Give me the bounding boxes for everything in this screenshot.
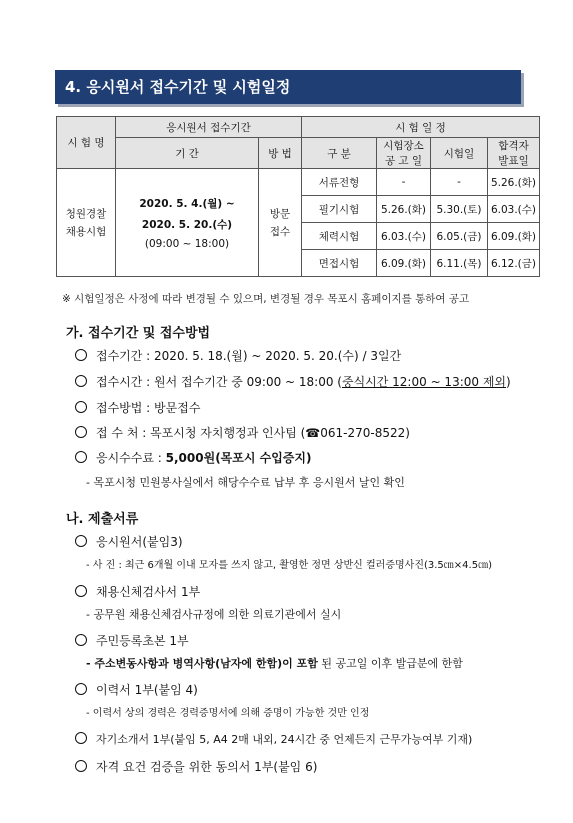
list-item: 응시수수료 : 5,000원(목포시 수입증지) [75, 449, 311, 466]
header-exam-name: 시 험 명 [57, 117, 116, 169]
table-cell-type: 필기시험 [302, 196, 377, 223]
list-subitem: - 사 진 : 최근 6개월 이내 모자를 쓰지 않고, 촬영한 정면 상반신 컬러증명사진(3.5㎝×4.5㎝) [86, 560, 492, 571]
table-cell-exam: 6.05.(금) [431, 223, 488, 250]
circle-bullet-icon [75, 634, 87, 646]
circle-bullet-icon [75, 683, 87, 695]
list-item: 이력서 1부(붙임 4) [75, 681, 198, 698]
circle-bullet-icon [75, 349, 87, 361]
header-method: 방 법 [259, 138, 302, 169]
list-item: 접수시간 : 원서 접수기간 중 09:00 ~ 18:00 (중식시간 12:00 ~ 13:00 제외) [75, 373, 511, 390]
list-item: 채용신체검사서 1부 [75, 583, 200, 600]
receipt-method-cell: 방문 접수 [259, 169, 302, 277]
list-item: 접 수 처 : 목포시청 자치행정과 인사팀 (☎061-270-8522) [75, 424, 410, 441]
schedule-table [56, 116, 540, 277]
circle-bullet-icon [75, 585, 87, 597]
list-item: 접수기간 : 2020. 5. 18.(월) ~ 2020. 5. 20.(수) / 3일간 [75, 347, 401, 364]
table-cell-exam: - [431, 169, 488, 196]
table-cell-pass: 6.12.(금) [488, 250, 540, 277]
header-receipt-period: 응시원서 접수기간 [116, 117, 302, 138]
table-cell-type: 면접시험 [302, 250, 377, 277]
table-cell-exam: 6.11.(목) [431, 250, 488, 277]
list-subitem: - 주소변동사항과 병역사항(남자에 한함)이 포함 된 공고일 이후 발급분에 한함 [86, 657, 463, 670]
table-cell-venue: 5.26.(화) [377, 196, 431, 223]
circle-bullet-icon [75, 426, 87, 438]
section-title: 4. 응시원서 접수기간 및 시험일정 [55, 70, 521, 104]
table-cell-pass: 6.03.(수) [488, 196, 540, 223]
list-item: 자격 요건 검증을 위한 동의서 1부(붙임 6) [75, 758, 317, 775]
list-item: 접수방법 : 방문접수 [75, 399, 200, 416]
section-b-title: 나. 제출서류 [66, 512, 139, 527]
table-cell-venue: 6.03.(수) [377, 223, 431, 250]
circle-bullet-icon [75, 535, 87, 547]
circle-bullet-icon [75, 375, 87, 387]
header-pass-date: 합격자 발표일 [488, 138, 540, 169]
table-cell-venue: - [377, 169, 431, 196]
list-item: 응시원서(붙임3) [75, 533, 183, 550]
exam-name-cell: 청원경찰 채용시험 [57, 169, 116, 277]
list-subitem: - 목포시청 민원봉사실에서 해당수수료 납부 후 응시원서 날인 확인 [86, 476, 405, 489]
table-cell-type: 체력시험 [302, 223, 377, 250]
circle-bullet-icon [75, 760, 87, 772]
circle-bullet-icon [75, 732, 87, 744]
header-venue: 시험장소 공 고 일 [377, 138, 431, 169]
table-cell-pass: 5.26.(화) [488, 169, 540, 196]
table-cell-exam: 5.30.(토) [431, 196, 488, 223]
table-cell-type: 서류전형 [302, 169, 377, 196]
circle-bullet-icon [75, 451, 87, 463]
schedule-note: ※ 시험일정은 사정에 따라 변경될 수 있으며, 변경될 경우 목포시 홈페이지를 통하여 공고 [62, 293, 470, 305]
header-exam-schedule: 시 험 일 정 [302, 117, 540, 138]
list-item: 주민등록초본 1부 [75, 632, 189, 649]
list-subitem: - 공무원 채용신체검사규정에 의한 의료기관에서 실시 [86, 608, 342, 621]
table-cell-pass: 6.09.(화) [488, 223, 540, 250]
circle-bullet-icon [75, 401, 87, 413]
receipt-period-cell: 2020. 5. 4.(월) ~ 2020. 5. 20.(수) (09:00 ~ 18:00) [116, 169, 259, 277]
section-a-title: 가. 접수기간 및 접수방법 [66, 326, 211, 341]
list-item: 자기소개서 1부(붙임 5, A4 2매 내외, 24시간 중 언제든지 근무가능여부 기재) [75, 731, 472, 747]
header-type: 구 분 [302, 138, 377, 169]
list-subitem: - 이력서 상의 경력은 경력증명서에 의해 증명이 가능한 것만 인정 [86, 708, 370, 719]
table-cell-venue: 6.09.(화) [377, 250, 431, 277]
header-period: 기 간 [116, 138, 259, 169]
header-exam-date: 시험일 [431, 138, 488, 169]
